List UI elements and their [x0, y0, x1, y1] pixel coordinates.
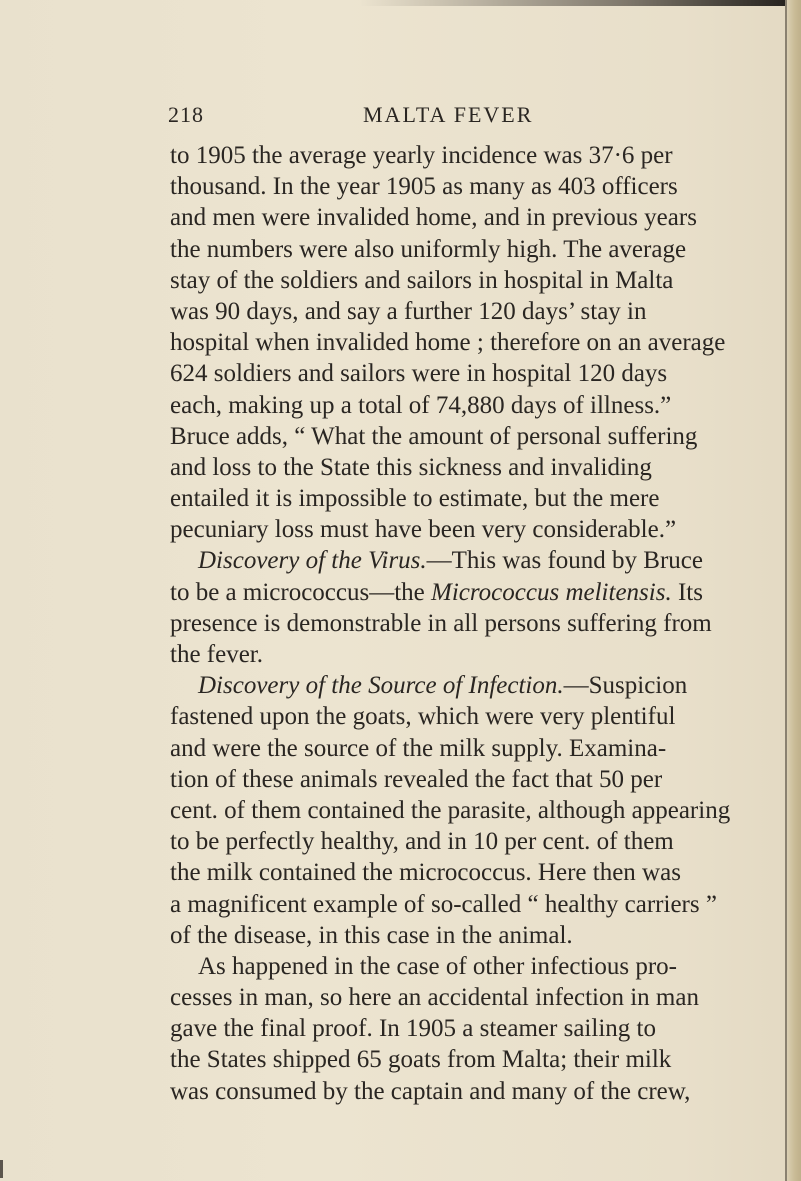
- text-line: the fever.: [170, 641, 264, 668]
- body-text: [170, 140, 790, 1107]
- text-line: the milk contained the micrococcus. Here then was: [170, 859, 681, 887]
- running-title: MALTA FEVER: [363, 102, 534, 127]
- section-heading-line: [170, 545, 790, 576]
- text-line: each, making up a total of 74,880 days of illness.”: [170, 391, 672, 419]
- text-line: Bruce adds, “ What the amount of personal suffering: [170, 422, 698, 450]
- text-line: fastened upon the goats, which were very plentiful: [170, 703, 676, 731]
- text-line: entailed it is impossible to estimate, but the mere: [170, 485, 660, 513]
- text-line: to be perfectly healthy, and in 10 per cent. of them: [170, 828, 674, 856]
- text-line: stay of the soldiers and sailors in hospital in Malta: [170, 266, 674, 294]
- text-line: tion of these animals revealed the fact that 50 per: [170, 765, 663, 793]
- text-span: Its: [671, 578, 703, 606]
- text-line: to 1905 the average yearly incidence was 37·6 per: [170, 142, 673, 169]
- text-line: hospital when invalided home ; therefore on an average: [170, 329, 726, 357]
- text-line: the States shipped 65 goats from Malta; their milk: [170, 1046, 672, 1074]
- text-line: and loss to the State this sickness and invaliding: [170, 453, 652, 481]
- text-line: pecuniary loss must have been very considerable.”: [170, 516, 677, 544]
- page-number: 218: [168, 102, 204, 127]
- text-line: of the disease, in this case in the animal.: [170, 921, 573, 949]
- text-line: was consumed by the captain and many of the crew,: [170, 1077, 691, 1105]
- text-line: gave the final proof. In 1905 a steamer sailing to: [170, 1015, 656, 1043]
- section-heading-line: [170, 670, 790, 701]
- text-line: cent. of them contained the parasite, although appearing: [170, 796, 731, 824]
- text-line: the numbers were also uniformly high. The average: [170, 235, 687, 263]
- section-heading-source: Discovery of the Source of Infection.: [198, 672, 564, 700]
- text-line: was 90 days, and say a further 120 days’ stay in: [170, 297, 647, 325]
- text-line: cesses in man, so here an accidental infection in man: [170, 984, 699, 1012]
- text-line: [170, 577, 790, 608]
- text-line: 624 soldiers and sailors were in hospital 120 days: [170, 360, 668, 388]
- species-name: Micrococcus melitensis.: [431, 578, 672, 606]
- text-line: As happened in the case of other infectious pro-: [198, 952, 678, 980]
- text-line: presence is demonstrable in all persons suffering from: [170, 609, 712, 637]
- text-span: —Suspicion: [563, 672, 688, 700]
- text-line: a magnificent example of so-called “ healthy carriers ”: [170, 890, 717, 918]
- scan-edge-mark: [0, 1160, 3, 1178]
- running-header: [168, 102, 768, 142]
- text-span: to be a micrococcus—the: [170, 578, 432, 606]
- section-heading-virus: Discovery of the Virus.: [198, 547, 427, 575]
- text-line: and men were invalided home, and in previous years: [170, 204, 697, 232]
- text-span: —This was found by Bruce: [426, 547, 703, 575]
- scan-top-shadow: [360, 0, 801, 6]
- text-line: thousand. In the year 1905 as many as 403 officers: [170, 173, 678, 201]
- text-line: and were the source of the milk supply. Examina-: [170, 734, 667, 762]
